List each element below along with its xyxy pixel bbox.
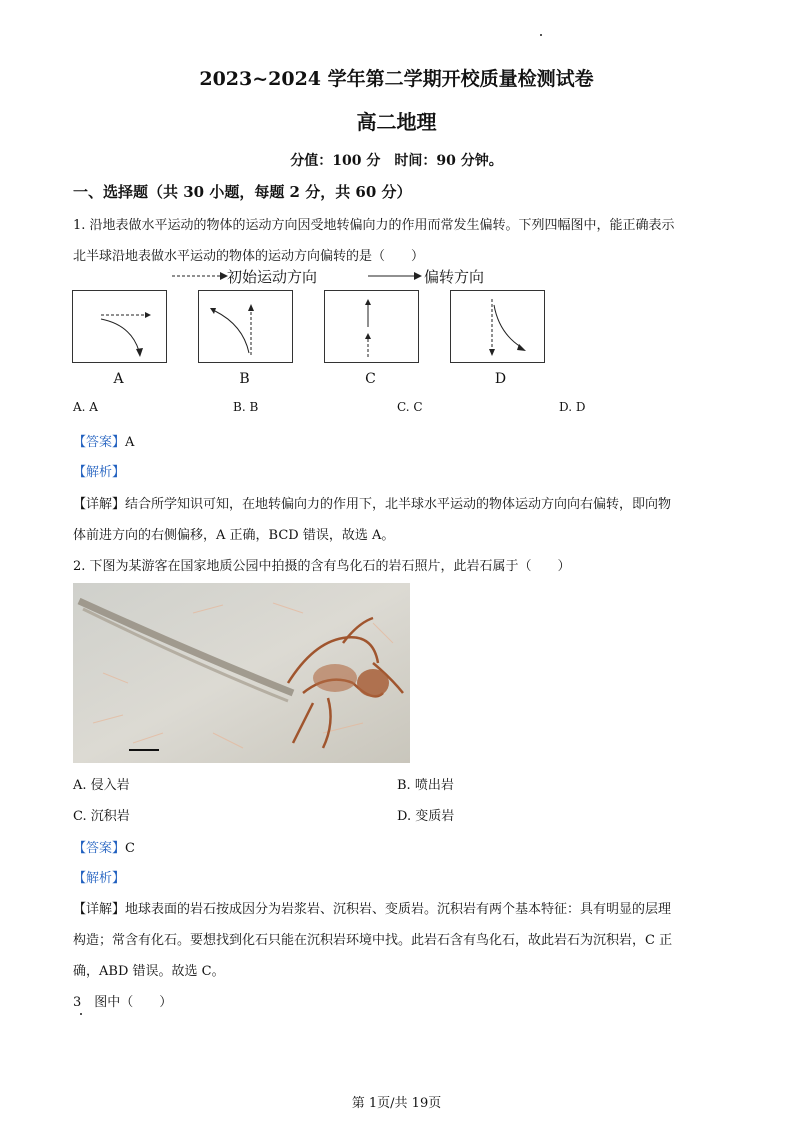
answer-tag: 【答案】 (73, 435, 126, 450)
diagram-b-arrows-icon (199, 291, 292, 362)
diagram-c-arrows-icon (325, 291, 418, 362)
detail-text: 结合所学知识可知，在地转偏向力的作用下，北半球水平运动的物体运动方向向右偏转，即向物 (125, 497, 672, 512)
q1-stem-line2: 北半球沿地表做水平运动的物体的运动方向偏转的是（ ） (73, 249, 425, 264)
q1-detail-line2: 体前进方向的右侧偏移，A 正确，BCD 错误，故选 A。 (73, 528, 395, 543)
q1-answer (73, 431, 134, 450)
bird-fossil-photo (73, 583, 410, 763)
diagram-label-b: B (239, 371, 250, 387)
q2-detail-line2: 构造；常含有化石。要想找到化石只能在沉积岩环境中找。此岩石含有鸟化石，故此岩石为沉积岩，C 正 (73, 933, 673, 948)
diagram-label-c: C (365, 371, 376, 387)
q1-option-c: C. C (397, 400, 423, 414)
q2-option-d: D. 变质岩 (397, 809, 455, 824)
q2-option-b: B. 喷出岩 (397, 778, 454, 793)
subject-title: 高二地理 (356, 110, 437, 134)
q1-option-a: A. A (73, 400, 98, 414)
answer-value: C (125, 841, 135, 856)
diagram-label-d: D (494, 371, 507, 387)
answer-value: A (125, 435, 135, 450)
q1-option-b: B. B (233, 400, 259, 414)
diagram-d (450, 290, 545, 363)
dashed-arrow-icon (170, 268, 230, 284)
diagram-d-arrows-icon (451, 291, 544, 362)
scan-dot (80, 1013, 82, 1015)
detail-tag: 【详解】 (73, 497, 126, 512)
q2-detail-line1 (73, 898, 671, 917)
q3-stem: 3 图中（ ） (73, 995, 173, 1010)
diagram-label-a: A (113, 371, 124, 387)
q1-analysis-tag: 【解析】 (73, 465, 126, 480)
q2-answer (73, 837, 135, 856)
legend-deflection-direction: 偏转方向 (424, 268, 485, 286)
q2-stem: 2. 下图为某游客在国家地质公园中拍摄的含有鸟化石的岩石照片，此岩石属于（ ） (73, 559, 571, 574)
exam-title: 2023~2024 学年第二学期开校质量检测试卷 (199, 68, 594, 90)
page-number: 第 1页/共 19页 (351, 1096, 442, 1111)
detail-text: 地球表面的岩石按成因分为岩浆岩、沉积岩、变质岩。沉积岩有两个基本特征：具有明显的层理 (125, 902, 672, 917)
diagram-b (198, 290, 293, 363)
diagram-a (72, 290, 167, 363)
solid-arrow-icon (366, 268, 424, 284)
q2-option-c: C. 沉积岩 (73, 809, 130, 824)
answer-tag: 【答案】 (73, 841, 126, 856)
q2-detail-line3: 确，ABD 错误。故选 C。 (73, 964, 225, 979)
section-heading: 一、选择题（共 30 小题，每题 2 分，共 60 分） (73, 183, 412, 201)
detail-tag: 【详解】 (73, 902, 126, 917)
scan-dot (540, 34, 542, 36)
q1-detail-line1 (73, 493, 671, 512)
q1-option-d: D. D (559, 400, 586, 414)
q1-stem-line1: 1. 沿地表做水平运动的物体的运动方向因受地转偏向力的作用而常发生偏转。下列四幅图中，能正确表示 (73, 218, 675, 233)
diagram-c (324, 290, 419, 363)
q2-option-a: A. 侵入岩 (73, 778, 130, 793)
diagram-a-arrows-icon (73, 291, 166, 362)
q2-analysis-tag: 【解析】 (73, 871, 126, 886)
exam-meta: 分值：100 分 时间：90 分钟。 (290, 153, 503, 169)
legend-initial-direction: 初始运动方向 (227, 268, 318, 286)
